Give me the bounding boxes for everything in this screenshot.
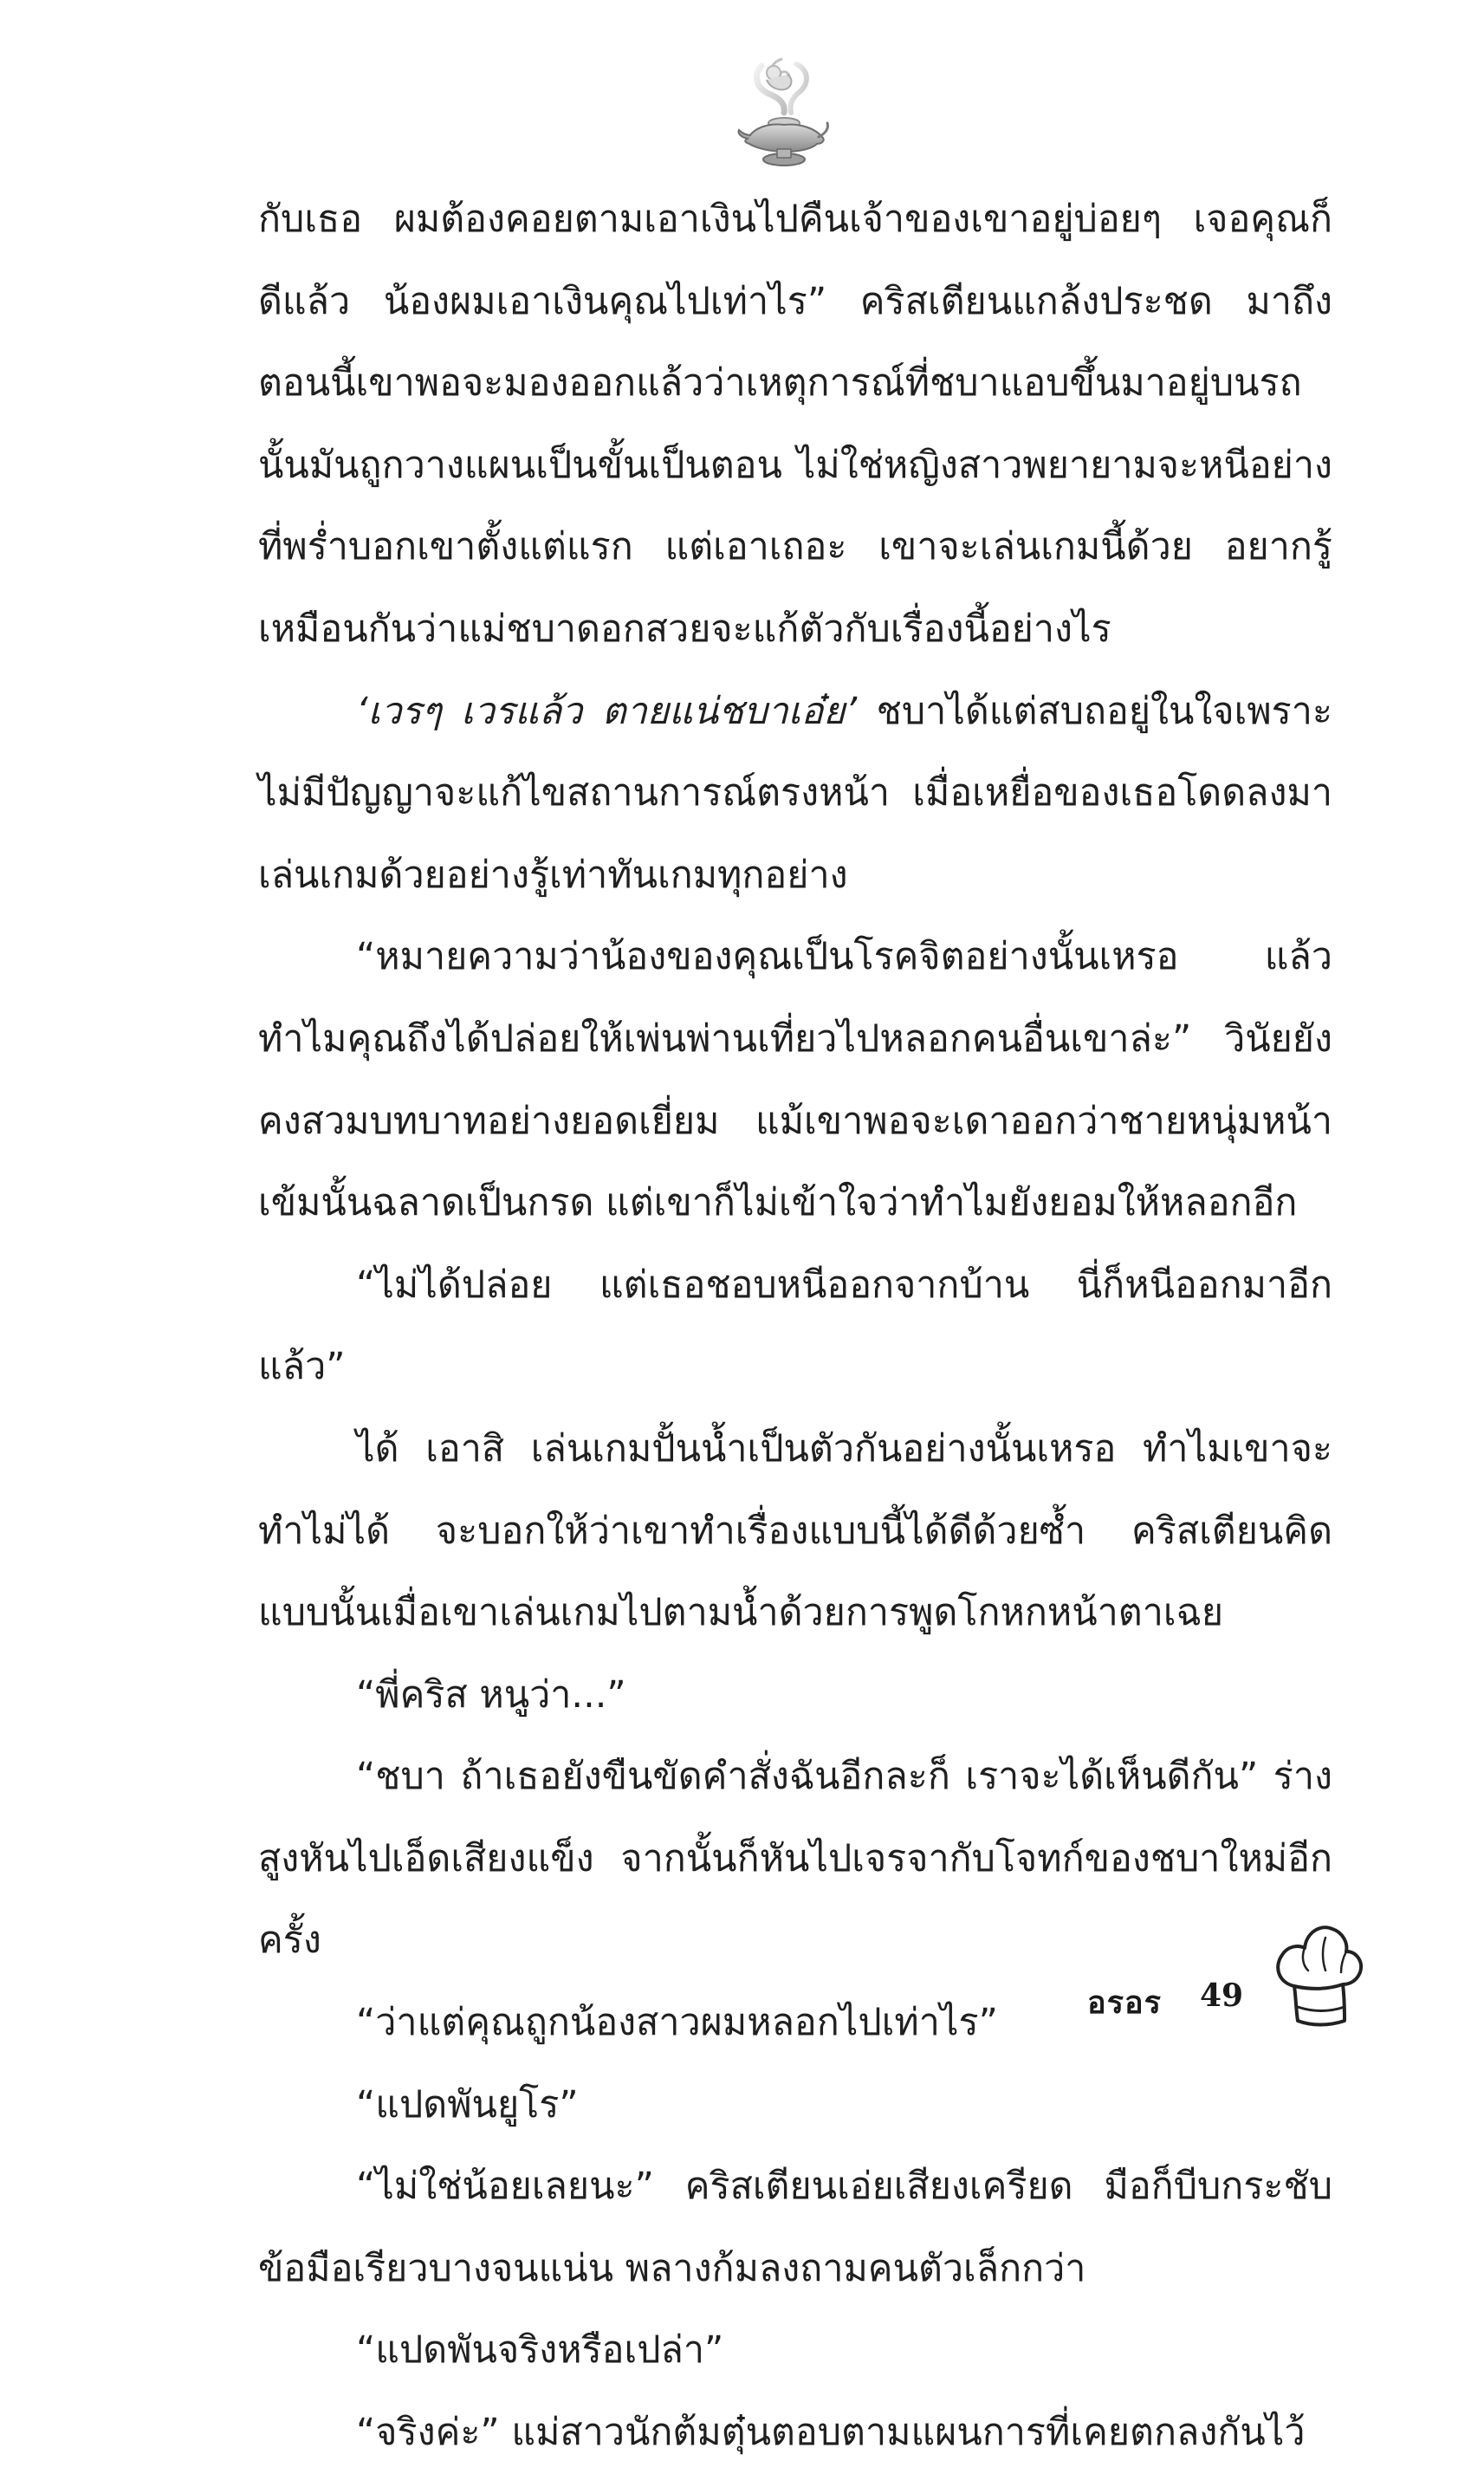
running-footer-title: อรอร bbox=[1087, 1984, 1162, 2021]
paragraph-text: “ไม่ได้ปล่อย แต่เธอชอบหนีออกจากบ้าน นี่ก็หนีออกมาอีกแล้ว” bbox=[258, 1263, 1332, 1389]
body-text bbox=[258, 179, 1332, 2474]
paragraph-text: “ชบา ถ้าเธอยังขืนขัดคำสั่งฉันอีกละก็ เราจะได้เห็นดีกัน” ร่างสูงหันไปเอ็ดเสียงแข็ง จากนั้นก็หันไปเจรจากับโจทก์ของชบาใหม่อีกครั้ง bbox=[258, 1755, 1332, 1963]
paragraph-11 bbox=[258, 2309, 1332, 2392]
genie-lamp-icon bbox=[736, 54, 831, 173]
paragraph-text: “หมายความว่าน้องของคุณเป็นโรคจิตอย่างนั้นเหรอ แล้วทำไมคุณถึงได้ปล่อยให้เพ่นพ่านเที่ยวไปหลอกคนอื่นเขาล่ะ” วินัยยังคงสวมบทบาทอย่างยอดเยี่ยม แม้เขาพอจะเดาออกว่าชายหนุ่มหน้าเข้มนั้นฉลาดเป็นกรด แต่เขาก็ไม่เข้าใจว่าทำไมยังยอมให้หลอกอีก bbox=[258, 935, 1332, 1225]
paragraph-text: ชบาได้แต่สบถอยู่ในใจเพราะไม่มีปัญญาจะแก้ไขสถานการณ์ตรงหน้า เมื่อเหยื่อของเธอโดดลงมาเล่นเกมด้วยอย่างรู้เท่าทันเกมทุกอย่าง bbox=[258, 689, 1333, 897]
paragraph-text: “พี่คริส หนูว่า...” bbox=[356, 1672, 626, 1717]
paragraph-5 bbox=[258, 1408, 1332, 1654]
paragraph-text: “แปดพันยูโร” bbox=[356, 2082, 579, 2127]
paragraph-7 bbox=[258, 1736, 1332, 1982]
inner-thought-text: ‘เวรๆ เวรแล้ว ตายแน่ชบาเอ๋ย’ bbox=[356, 689, 858, 733]
page-number: 49 bbox=[1200, 1977, 1244, 2014]
paragraph-2 bbox=[258, 671, 1332, 917]
paragraph-8 bbox=[258, 1982, 1332, 2064]
chef-hat-icon bbox=[1272, 1920, 1365, 2031]
paragraph-3 bbox=[258, 916, 1332, 1243]
paragraph-text: กับเธอ ผมต้องคอยตามเอาเงินไปคืนเจ้าของเขาอยู่บ่อยๆ เจอคุณก็ดีแล้ว น้องผมเอาเงินคุณไปเท่าไร” คริสเตียนแกล้งประชด มาถึงตอนนี้เขาพอจะมองออกแล้วว่าเหตุการณ์ที่ชบาแอบขึ้นมาอยู่บนรถนั้นมันถูกวางแผนเป็นขั้นเป็นตอน ไม่ใช่หญิงสาวพยายามจะหนีอย่างที่พร่ำบอกเขาตั้งแต่แรก แต่เอาเถอะ เขาจะเล่นเกมนี้ด้วย อยากรู้เหมือนกันว่าแม่ชบาดอกสวยจะแก้ตัวกับเรื่องนี้อย่างไร bbox=[258, 198, 1332, 651]
paragraph-6 bbox=[258, 1654, 1332, 1737]
paragraph-1 bbox=[258, 179, 1332, 671]
paragraph-10 bbox=[258, 2146, 1332, 2309]
paragraph-text: “ไม่ใช่น้อยเลยนะ” คริสเตียนเอ่ยเสียงเครียด มือก็บีบกระชับข้อมือเรียวบางจนแน่น พลางก้มลงถามคนตัวเล็กกว่า bbox=[258, 2165, 1332, 2290]
paragraph-text: “ว่าแต่คุณถูกน้องสาวผมหลอกไปเท่าไร” bbox=[356, 2001, 998, 2045]
paragraph-text: ได้ เอาสิ เล่นเกมปั้นน้ำเป็นตัวกันอย่างนั้นเหรอ ทำไมเขาจะทำไม่ได้ จะบอกให้ว่าเขาทำเรื่องแบบนี้ได้ดีด้วยซ้ำ คริสเตียนคิดแบบนั้นเมื่อเขาเล่นเกมไปตามน้ำด้วยการพูดโกหกหน้าตาเฉย bbox=[258, 1426, 1332, 1635]
paragraph-text: “แปดพันจริงหรือเปล่า” bbox=[356, 2328, 724, 2373]
paragraph-text: “จริงค่ะ” แม่สาวนักต้มตุ๋นตอบตามแผนการที่เคยตกลงกันไว้ bbox=[356, 2411, 1306, 2455]
paragraph-9 bbox=[258, 2064, 1332, 2146]
paragraph-4 bbox=[258, 1244, 1332, 1408]
paragraph-12 bbox=[258, 2392, 1332, 2474]
